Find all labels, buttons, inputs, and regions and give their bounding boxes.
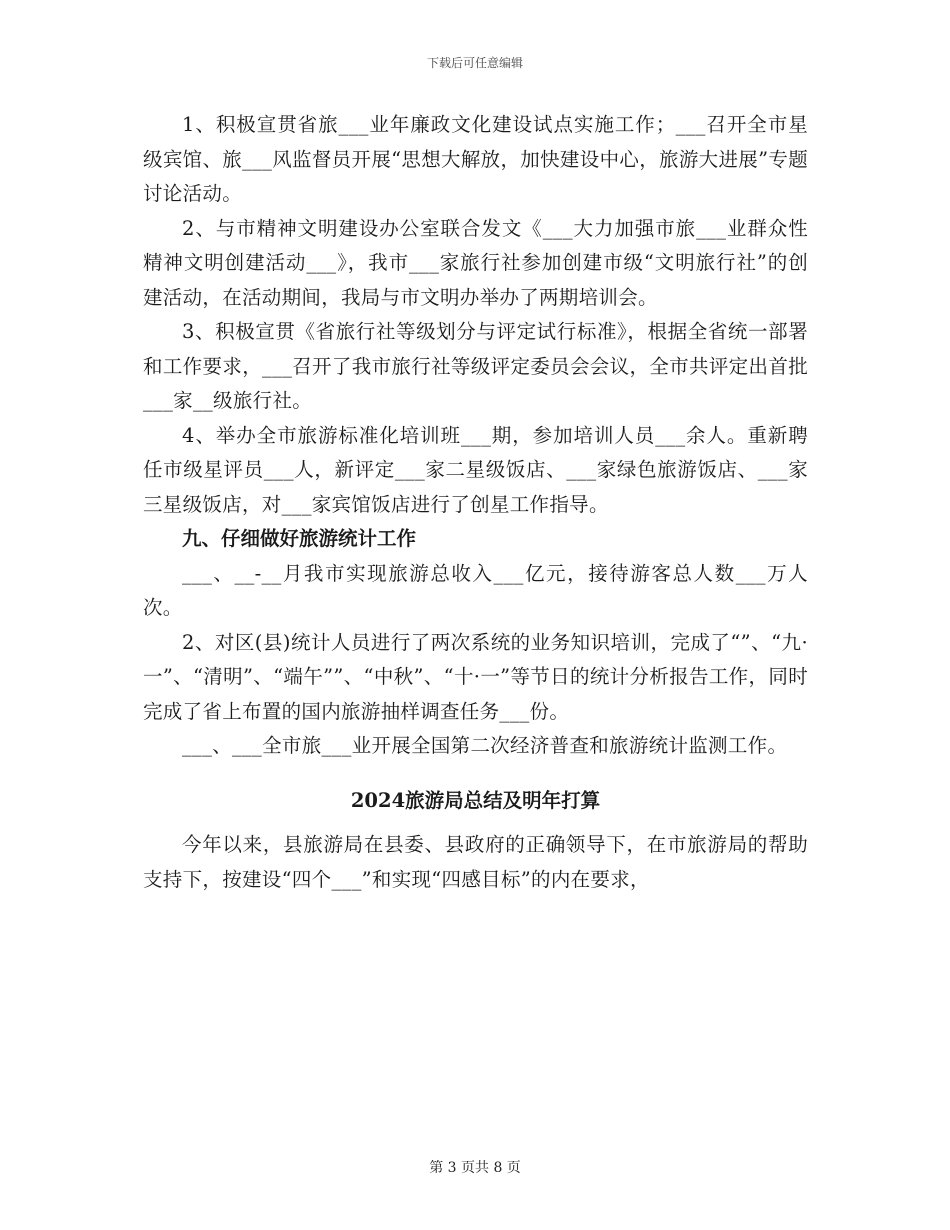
paragraph-7: ___、___全市旅___业开展全国第二次经济普查和旅游统计监测工作。 xyxy=(182,734,788,757)
document-body xyxy=(143,108,808,897)
paragraph-8: 今年以来，县旅游局在县委、县政府的正确领导下，在市旅游局的帮助支持下，按建设“四个___”和实现“四感目标”的内在要求， xyxy=(143,833,808,891)
paragraph-3: 3、积极宣贯《省旅行社等级划分与评定试行标准》，根据全省统一部署和工作要求，___召开了我市旅行社等级评定委员会会议，全市共评定出首批___家__级旅行社。 xyxy=(143,320,808,412)
paragraph-5: ___、__-__月我市实现旅游总收入___亿元，接待游客总人数___万人次。 xyxy=(143,561,808,619)
paragraph-2: 2、与市精神文明建设办公室联合发文《___大力加强市旅___业群众性精神文明创建活动___》，我市___家旅行社参加创建市级“文明旅行社”的创建活动，在活动期间，我局与市文明办举办了两期培训会。 xyxy=(143,216,808,309)
paragraph-1: 1、积极宣贯省旅___业年廉政文化建设试点实施工作；___召开全市星级宾馆、旅___风监督员开展“思想大解放，加快建设中心，旅游大进展”专题讨论活动。 xyxy=(143,113,808,205)
section-heading-9: 九、仔细做好旅游统计工作 xyxy=(182,527,417,550)
paragraph-6: 2、对区(县)统计人员进行了两次系统的业务知识培训，完成了“”、“九·一”、“清明”、“端午””、“中秋”、“十·一”等节日的统计分析报告工作，同时完成了省上布置的国内旅游抽样调查任务___份。 xyxy=(143,630,808,723)
document-title: 2024旅游局总结及明年打算 xyxy=(350,788,601,812)
page-header: 下载后可任意编辑 xyxy=(426,56,523,70)
page-number: 第 3 页共 8 页 xyxy=(429,1160,521,1176)
paragraph-4: 4、举办全市旅游标准化培训班___期，参加培训人员___余人。重新聘任市级星评员___人，新评定___家二星级饭店、___家绿色旅游饭店、___家三星级饭店，对___家宾馆饭店进行了创星工作指导。 xyxy=(143,423,808,516)
